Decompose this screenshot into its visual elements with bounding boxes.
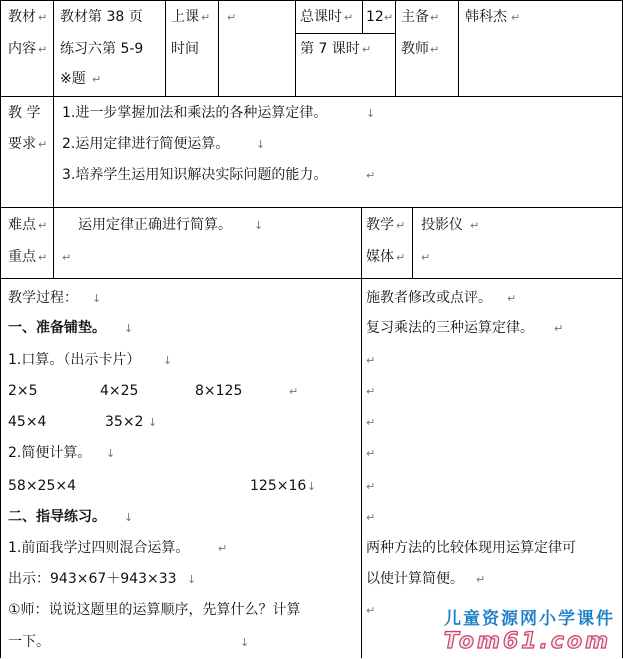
- return-mark: ↵: [38, 11, 48, 24]
- oral-item: 4×25: [100, 383, 139, 399]
- return-mark: ↵: [366, 169, 376, 182]
- return-mark: ↵: [92, 73, 102, 86]
- table-border-top: [0, 0, 622, 1]
- return-mark: ↵: [396, 251, 406, 264]
- col-divider-media: [361, 207, 362, 658]
- return-mark: ↵: [366, 604, 376, 617]
- label-key: 重点: [8, 249, 36, 265]
- return-mark: ↵: [476, 573, 486, 586]
- col-divider-2: [165, 0, 166, 96]
- return-mark: ↵: [366, 416, 376, 429]
- watermark-logo-icon: [375, 626, 615, 654]
- label-media-2: 媒体: [366, 249, 394, 265]
- media-value: 投影仪: [421, 217, 463, 233]
- oral-item: 2×5: [8, 383, 38, 399]
- return-mark: ↵: [366, 354, 376, 367]
- return-mark: ↵: [227, 11, 237, 24]
- watermark-line2: [375, 626, 615, 659]
- label-material-2: 内容: [8, 41, 36, 57]
- return-mark: ↵: [366, 511, 376, 524]
- show-expression: 出示：943×67＋943×33: [8, 571, 177, 587]
- simplify-item: 125×16: [250, 478, 307, 494]
- down-mark: ↓: [256, 138, 266, 151]
- oral-item: 35×2: [105, 414, 144, 430]
- down-mark: ↓: [106, 447, 116, 460]
- oral-item: 45×4: [8, 414, 47, 430]
- return-mark: ↵: [430, 11, 440, 24]
- col-divider-7: [458, 0, 459, 96]
- return-mark: ↵: [366, 447, 376, 460]
- comments-review: 复习乘法的三种运算定律。: [366, 320, 534, 336]
- svg-text:Tom61.com: Tom61.com: [443, 629, 611, 654]
- down-mark: ↓: [254, 219, 264, 232]
- material-content-line2: 练习六第 5-9: [60, 41, 144, 57]
- return-mark: ↵: [430, 43, 440, 56]
- key-points-content: 运用定律正确进行简算。: [78, 217, 232, 233]
- label-class-time-2: 时间: [171, 41, 199, 57]
- label-teacher-1: 主备: [401, 9, 429, 25]
- return-mark: ↵: [38, 251, 48, 264]
- watermark: [355, 604, 615, 656]
- section-guided-practice: 二、指导练习。: [8, 509, 106, 525]
- return-mark: ↵: [344, 11, 354, 24]
- oral-calc-title: 1.口算。（出示卡片）: [8, 352, 141, 368]
- label-material-1: 教材: [8, 9, 36, 25]
- return-mark: ↵: [384, 11, 394, 24]
- down-mark: ↓: [92, 292, 102, 305]
- return-mark: ↵: [38, 43, 48, 56]
- return-mark: ↵: [507, 292, 517, 305]
- return-mark: ↵: [366, 385, 376, 398]
- label-total-hours: 总课时: [300, 9, 342, 25]
- requirement-item: 3.培养学生运用知识解决实际问题的能力。: [62, 167, 328, 183]
- return-mark: ↵: [218, 542, 228, 555]
- teacher-question-line2: 一下。: [8, 634, 50, 650]
- return-mark: ↵: [421, 251, 431, 264]
- watermark-line1: 儿童资源网小学课件: [444, 609, 615, 629]
- down-mark: ↓: [240, 636, 250, 649]
- requirement-item: 2.运用定律进行简便运算。: [62, 136, 230, 152]
- down-mark: ↓: [366, 107, 376, 120]
- label-requirements-1: 教 学: [8, 105, 41, 121]
- return-mark: ↵: [38, 219, 48, 232]
- down-mark: ↓: [163, 354, 173, 367]
- label-teacher-2: 教师: [401, 41, 429, 57]
- return-mark: ↵: [396, 219, 406, 232]
- row-divider-requirements: [0, 207, 622, 208]
- requirement-item: 1.进一步掌握加法和乘法的各种运算定律。: [62, 105, 328, 121]
- row-divider-header-lesson: [295, 33, 395, 34]
- down-mark: ↓: [124, 322, 134, 335]
- table-border-left: [0, 0, 1, 658]
- col-divider-1: [53, 0, 54, 278]
- teacher-question-line1: ①师：说说这题里的运算顺序，先算什么？计算: [8, 602, 301, 618]
- lesson-number: 第 7 课时: [300, 41, 360, 57]
- comments-title: 施教者修改或点评。: [366, 290, 492, 306]
- section-preparation: 一、准备铺垫。: [8, 320, 106, 336]
- col-divider-5: [362, 0, 363, 33]
- col-divider-4: [295, 0, 296, 96]
- teacher-name: 韩科杰: [465, 9, 507, 25]
- material-content-line1: 教材第 38 页: [60, 9, 143, 25]
- return-mark: ↵: [289, 385, 299, 398]
- down-mark: ↓: [124, 511, 134, 524]
- comments-compare-line1: 两种方法的比较体现用运算定律可: [366, 540, 576, 556]
- col-divider-media-value: [412, 207, 413, 278]
- practice-intro: 1.前面我学过四则混合运算。: [8, 540, 190, 556]
- material-content-line3: ※题: [60, 71, 86, 87]
- col-divider-3: [218, 0, 219, 96]
- down-mark: ↓: [187, 573, 197, 586]
- down-mark: ↓: [148, 416, 158, 429]
- label-difficulty: 难点: [8, 217, 36, 233]
- return-mark: ↵: [62, 251, 72, 264]
- return-mark: ↵: [201, 11, 211, 24]
- simplify-title: 2.简便计算。: [8, 445, 92, 461]
- label-media-1: 教学: [366, 217, 394, 233]
- row-divider-header: [0, 96, 622, 97]
- down-mark: ↓: [307, 480, 317, 493]
- col-divider-6: [395, 0, 396, 96]
- total-hours-value: 12: [366, 9, 384, 25]
- comments-compare-line2: 以使计算简便。: [366, 571, 464, 587]
- return-mark: ↵: [511, 11, 521, 24]
- return-mark: ↵: [362, 43, 372, 56]
- label-requirements-2: 要求: [8, 136, 36, 152]
- return-mark: ↵: [554, 322, 564, 335]
- simplify-item: 58×25×4: [8, 478, 76, 494]
- row-divider-keypoints: [0, 278, 622, 279]
- oral-item: 8×125: [195, 383, 243, 399]
- process-title: 教学过程：: [8, 290, 78, 306]
- return-mark: ↵: [470, 219, 480, 232]
- label-class-time-1: 上课: [171, 9, 199, 25]
- return-mark: ↵: [38, 138, 48, 151]
- return-mark: ↵: [366, 480, 376, 493]
